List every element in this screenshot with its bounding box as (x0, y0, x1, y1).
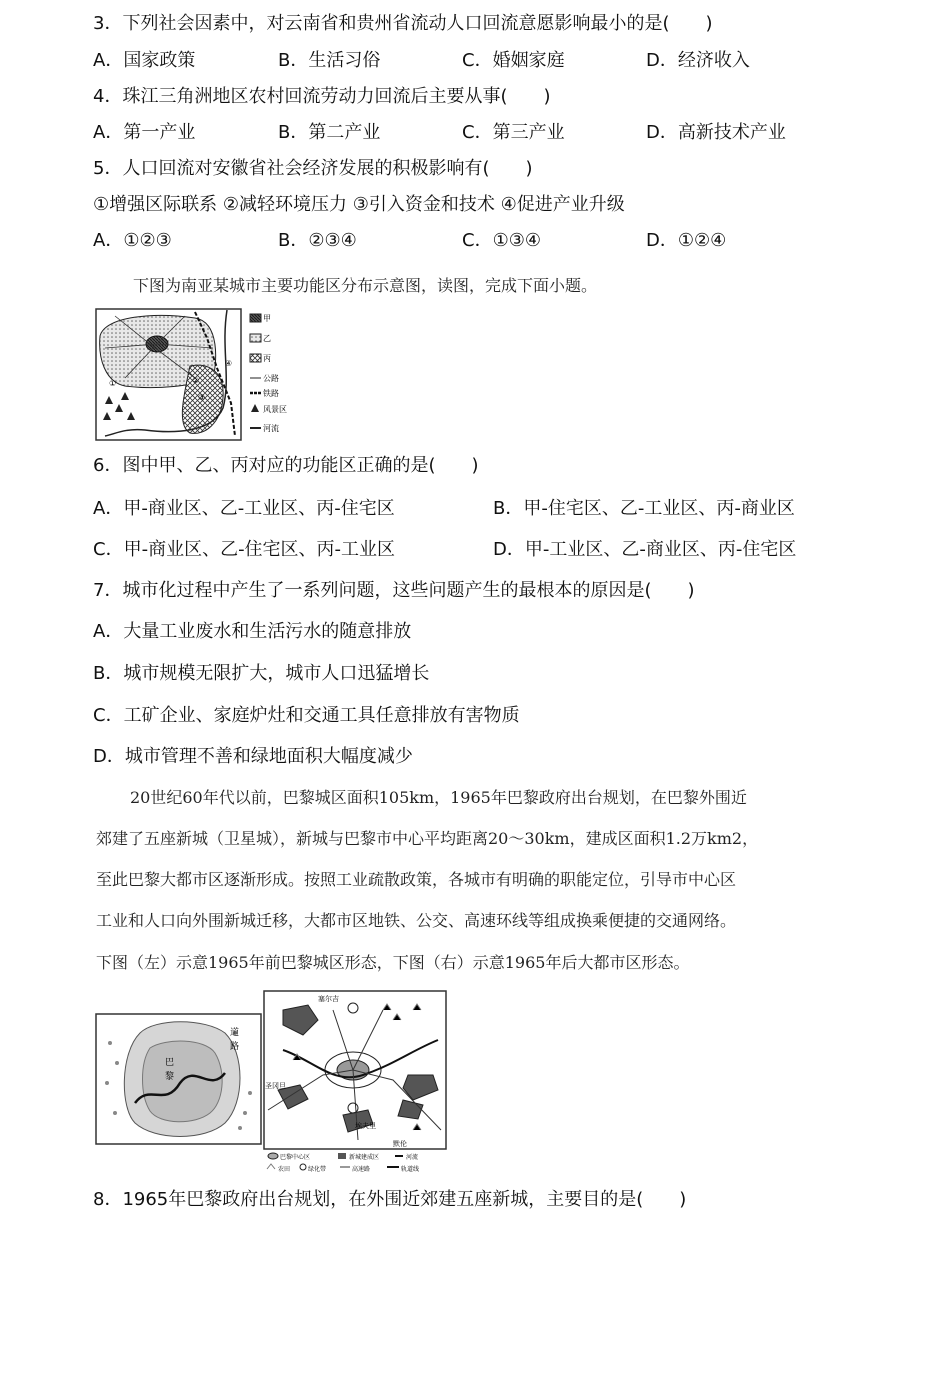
legend-center-label: 巴黎中心区 (280, 1154, 311, 1161)
q3-option-a: A．国家政策 (93, 50, 196, 71)
q6-option-c: C．甲-商业区、乙-住宅区、丙-工业区 (93, 539, 396, 560)
legend-yi-swatch (250, 334, 261, 342)
q7-option-b: B．城市规模无限扩大，城市人口迅猛增长 (93, 663, 430, 684)
passage-line-3: 至此巴黎大都市区逐渐形成。按照工业疏散政策，各城市有明确的职能定位，引导市中心区 (96, 870, 737, 889)
question-6-stem: 6．图中甲、乙、丙对应的功能区正确的是( ) (93, 455, 479, 476)
label-cergy: 塞尔吉 (318, 995, 339, 1003)
legend-scenic-label: 风景区 (263, 405, 287, 414)
legend-greenbelt-label: 绿化带 (308, 1166, 327, 1173)
q6-option-d: D．甲-工业区、乙-商业区、丙-住宅区 (493, 539, 797, 560)
passage-line-2: 郊建了五座新城（卫星城），新城与巴黎市中心平均距离20～30km，建成区面积1.2万km2， (96, 829, 759, 848)
city-functional-zone-map (95, 308, 310, 442)
label-dao: 道 (230, 1028, 240, 1038)
label-1: ① (109, 379, 117, 388)
q5-option-b: B．②③④ (278, 230, 357, 251)
legend-rail-label: 铁路 (263, 389, 279, 398)
question-8-stem: 8．1965年巴黎政府出台规划，在外围近郊建五座新城，主要目的是( ) (93, 1189, 687, 1210)
q4-option-b: B．第二产业 (278, 122, 381, 143)
label-saint-quentin: 圣冈旦 (265, 1082, 286, 1090)
q5-option-c: C．①③④ (462, 230, 541, 251)
q5-option-a: A．①②③ (93, 230, 172, 251)
q4-option-c: C．第三产业 (462, 122, 565, 143)
question-7-stem: 7．城市化过程中产生了一系列问题，这些问题产生的最根本的原因是( ) (93, 580, 695, 601)
question-3-stem: 3．下列社会因素中，对云南省和贵州省流动人口回流意愿影响最小的是( ) (93, 13, 713, 34)
legend-bing-swatch (250, 354, 261, 362)
q3-option-d: D．经济收入 (646, 50, 750, 71)
tree-icon (251, 404, 259, 412)
question-4-stem: 4．珠江三角洲地区农村回流劳动力回流后主要从事( ) (93, 86, 551, 107)
label-4: ④ (225, 359, 233, 368)
legend-river-label: 河流 (263, 424, 279, 433)
legend-rail-label-2: 轨道线 (401, 1166, 420, 1173)
legend-bing-label: 丙 (263, 354, 271, 363)
q7-option-c: C．工矿企业、家庭炉灶和交通工具任意排放有害物质 (93, 705, 520, 726)
legend-jia-label: 甲 (263, 314, 271, 323)
legend-highway-label: 高速路 (352, 1166, 371, 1173)
label-melun: 默伦 (393, 1140, 407, 1148)
q7-option-a: A．大量工业废水和生活污水的随意排放 (93, 621, 412, 642)
q3-option-b: B．生活习俗 (278, 50, 381, 71)
label-ba: 巴 (165, 1058, 175, 1068)
label-evry: 埃夫里 (355, 1122, 376, 1130)
label-lu: 路 (230, 1042, 240, 1052)
q6-option-a: A．甲-商业区、乙-工业区、丙-住宅区 (93, 498, 395, 519)
q3-option-c: C．婚姻家庭 (462, 50, 565, 71)
question-5-stem: 5．人口回流对安徽省社会经济发展的积极影响有( ) (93, 158, 533, 179)
legend-newtown-label: 新城建成区 (349, 1154, 380, 1161)
label-li: 黎 (165, 1072, 175, 1082)
legend-river-label-2: 河流 (406, 1154, 419, 1161)
label-2: ② (192, 376, 200, 385)
legend-farm-label: 农田 (278, 1166, 291, 1173)
passage-line-5: 下图（左）示意1965年前巴黎城区形态，下图（右）示意1965年后大都市区形态。 (96, 953, 690, 972)
legend-farm-swatch (267, 1164, 275, 1169)
legend-center-swatch (268, 1153, 278, 1159)
legend-road-label: 公路 (263, 374, 279, 383)
legend-greenbelt-swatch (300, 1164, 306, 1170)
passage-line-1: 20世纪60年代以前，巴黎城区面积105km，1965年巴黎政府出台规划，在巴黎外围近 (130, 788, 747, 807)
q5-option-d: D．①②④ (646, 230, 727, 251)
paris-after-1965-map (263, 990, 447, 1174)
q4-option-a: A．第一产业 (93, 122, 196, 143)
q7-option-d: D．城市管理不善和绿地面积大幅度减少 (93, 746, 413, 767)
q6-option-b: B．甲-住宅区、乙-工业区、丙-商业区 (493, 498, 795, 519)
label-3: ③ (198, 393, 206, 402)
paris-before-1965-map (95, 1013, 262, 1145)
legend-jia-swatch (250, 314, 261, 322)
legend-yi-label: 乙 (263, 334, 271, 343)
figure-1-intro: 下图为南亚某城市主要功能区分布示意图，读图，完成下面小题。 (133, 276, 598, 295)
q4-option-d: D．高新技术产业 (646, 122, 786, 143)
q5-statements: ①增强区际联系 ②减轻环境压力 ③引入资金和技术 ④促进产业升级 (93, 194, 625, 215)
legend-newtown-swatch (338, 1153, 346, 1159)
passage-line-4: 工业和人口向外围新城迁移，大都市区地铁、公交、高速环线等组成换乘便捷的交通网络。 (96, 911, 737, 930)
